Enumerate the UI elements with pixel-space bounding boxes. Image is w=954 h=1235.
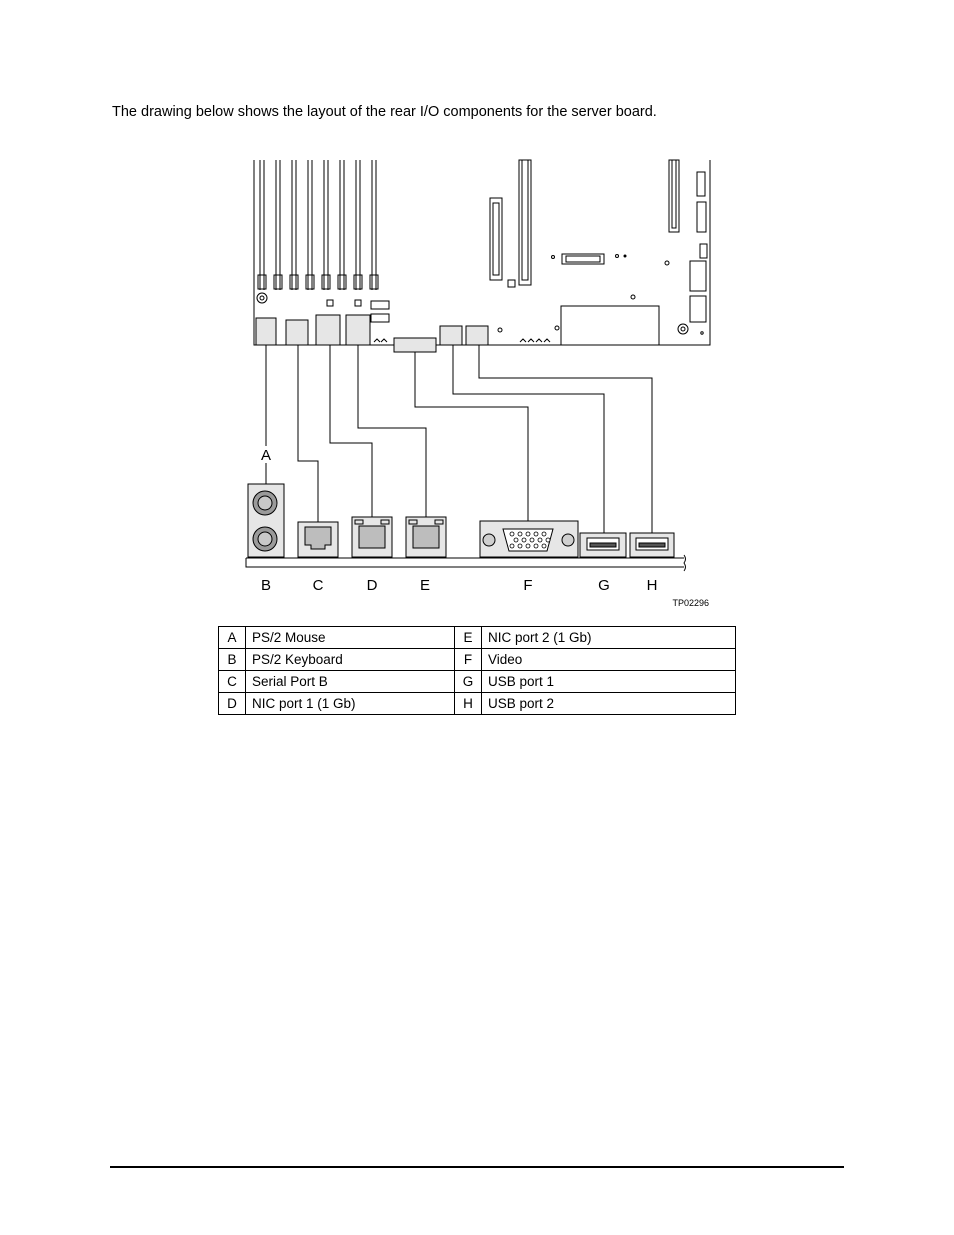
- legend-label: USB port 1: [482, 671, 736, 693]
- legend-key: B: [219, 649, 246, 671]
- dimm-slots: [258, 160, 378, 290]
- legend-row: [219, 649, 736, 671]
- callout-d: D: [366, 577, 378, 594]
- callout-b: B: [260, 577, 272, 594]
- legend-label: NIC port 1 (1 Gb): [246, 693, 455, 715]
- legend-key: A: [219, 627, 246, 649]
- callout-a: A: [260, 447, 272, 464]
- legend-label: NIC port 2 (1 Gb): [482, 627, 736, 649]
- legend-label: USB port 2: [482, 693, 736, 715]
- legend-key: H: [455, 693, 482, 715]
- callout-e: E: [419, 577, 431, 594]
- legend-row: [219, 627, 736, 649]
- legend-table: [218, 626, 736, 715]
- io-bracket: [246, 558, 684, 567]
- legend-key: C: [219, 671, 246, 693]
- legend-key: E: [455, 627, 482, 649]
- legend-label: PS/2 Keyboard: [246, 649, 455, 671]
- legend-label: PS/2 Mouse: [246, 627, 455, 649]
- callout-h: H: [646, 577, 658, 594]
- legend-key: D: [219, 693, 246, 715]
- callout-g: G: [598, 577, 610, 594]
- figure-id: TP02296: [672, 598, 709, 608]
- callout-f: F: [523, 577, 533, 594]
- legend-row: [219, 671, 736, 693]
- footer-rule: [110, 1166, 844, 1168]
- legend-label: Serial Port B: [246, 671, 455, 693]
- intro-text: The drawing below shows the layout of the rear I/O components for the server board.: [112, 104, 657, 120]
- legend-label: Video: [482, 649, 736, 671]
- legend-key: G: [455, 671, 482, 693]
- leader-lines: [266, 345, 652, 533]
- legend-row: [219, 693, 736, 715]
- callout-c: C: [312, 577, 324, 594]
- legend-key: F: [455, 649, 482, 671]
